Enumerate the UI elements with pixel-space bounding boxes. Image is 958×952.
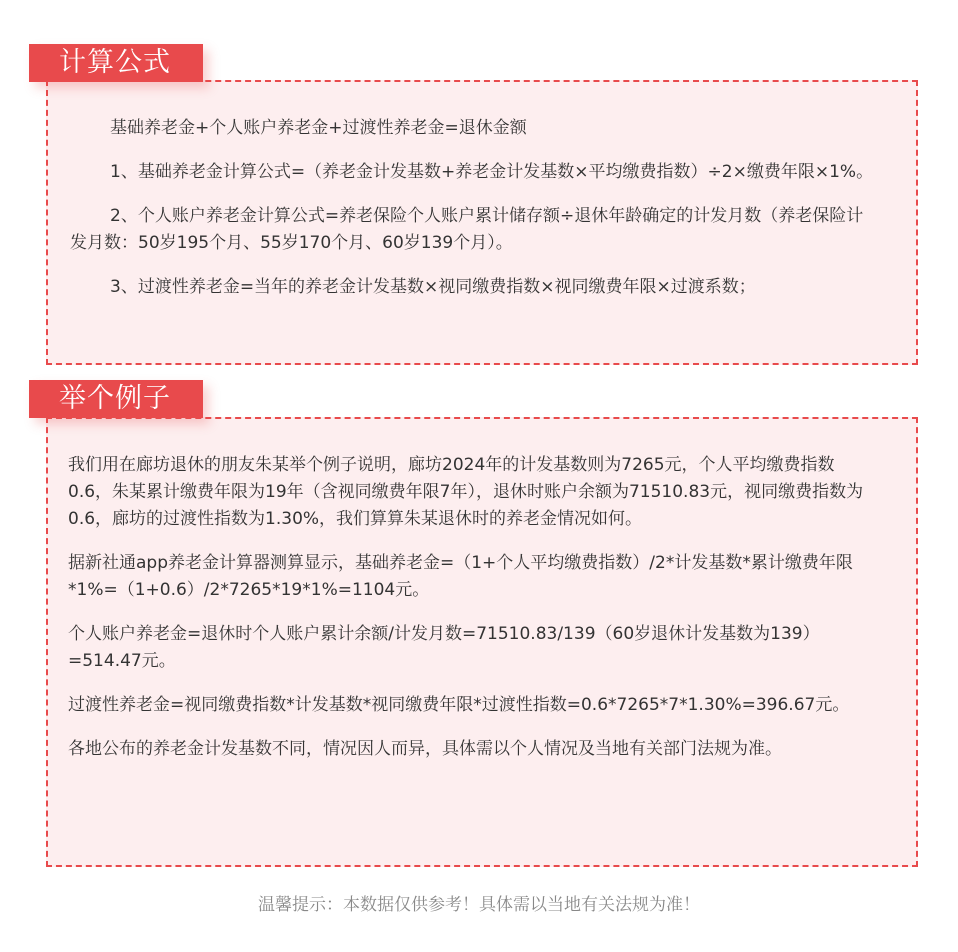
- example-personal-account: 个人账户养老金=退休时个人账户累计余额/计发月数=71510.83/139（60岁退休计发基数为139）=514.47元。: [68, 624, 820, 671]
- example-box: [46, 417, 918, 867]
- formula-summary: 基础养老金+个人账户养老金+过渡性养老金=退休金额: [110, 118, 527, 138]
- example-transitional: 过渡性养老金=视同缴费指数*计发基数*视同缴费年限*过渡性指数=0.6*7265*7*1.30%=396.67元。: [68, 695, 850, 715]
- formula-personal-account: 2、个人账户养老金计算公式=养老保险个人账户累计储存额÷退休年龄确定的计发月数（养老保险计发月数：50岁195个月、55岁170个月、60岁139个月）。: [70, 206, 864, 253]
- example-note: 各地公布的养老金计发基数不同，情况因人而异，具体需以个人情况及当地有关部门法规为准。: [68, 739, 782, 759]
- formula-box: [46, 80, 918, 365]
- footer-disclaimer: 温馨提示：本数据仅供参考！具体需以当地有关法规为准！: [258, 895, 700, 915]
- formula-transitional: 3、过渡性养老金=当年的养老金计发基数×视同缴费指数×视同缴费年限×过渡系数；: [110, 277, 756, 297]
- example-basic-pension: 据新社通app养老金计算器测算显示，基础养老金=（1+个人平均缴费指数）/2*计发基数*累计缴费年限*1%=（1+0.6）/2*7265*19*1%=1104元。: [68, 553, 853, 600]
- section-title-example: 举个例子: [29, 380, 203, 418]
- example-intro: 我们用在廊坊退休的朋友朱某举个例子说明，廊坊2024年的计发基数则为7265元，个人平均缴费指数0.6，朱某累计缴费年限为19年（含视同缴费年限7年），退休时账户余额为71510.83元，视同缴费指数为0.6，廊坊的过渡性指数为1.30%，我们算算朱某退休时的养老金情况如何。: [68, 455, 864, 529]
- section-title-formula: 计算公式: [29, 44, 203, 82]
- formula-basic-pension: 1、基础养老金计算公式=（养老金计发基数+养老金计发基数×平均缴费指数）÷2×缴费年限×1%。: [110, 162, 874, 182]
